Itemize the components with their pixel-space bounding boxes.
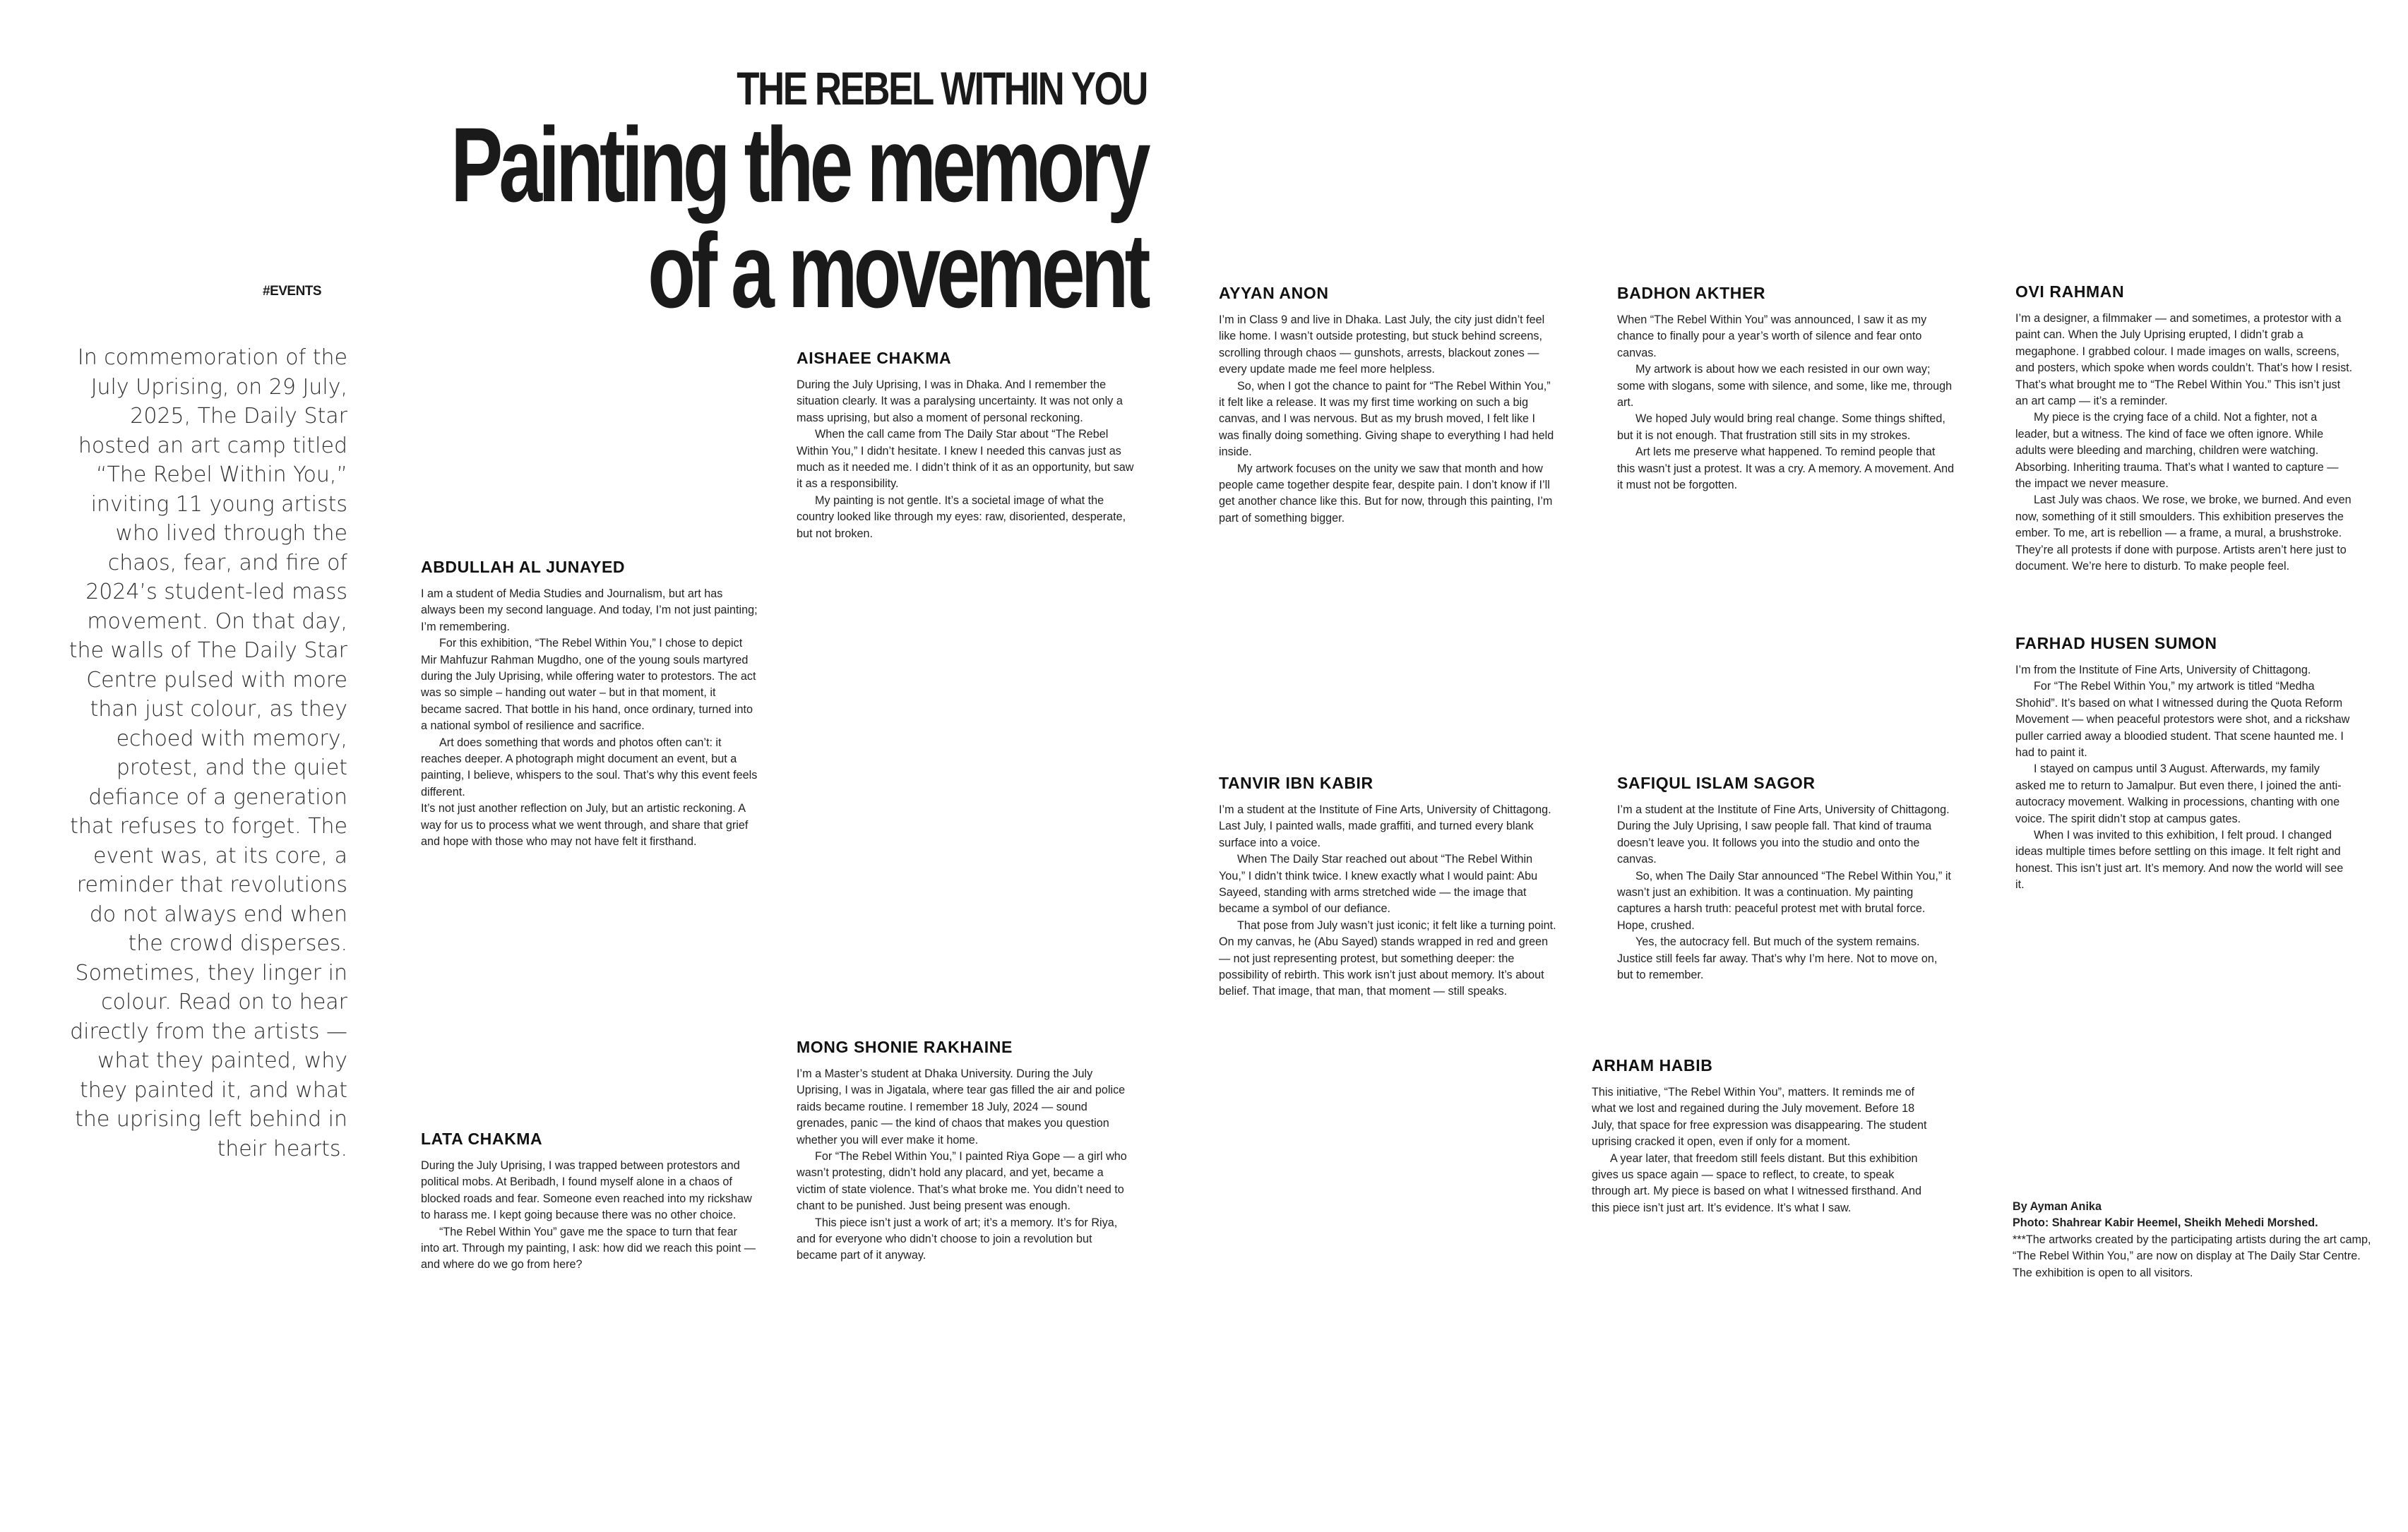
artist-paragraph: My painting is not gentle. It’s a societal image of what the country looked like through my eyes: raw, disoriented, desperate, but not broken.: [797, 493, 1126, 540]
artist-block-mong: [797, 1036, 1134, 1264]
artist-paragraph: So, when I got the chance to paint for “The Rebel Within You,” it felt like a release. It was my first time working on such a big canvas, and I was nervous. But as my brush moved, I felt like I was finally doing something. Giving shape to everything I had held inside.: [1219, 379, 1554, 459]
artist-paragraph: During the July Uprising, I was in Dhaka. And I remember the situation clearly. It was a paralysing uncertainty. It was not only a mass uprising, but also a moment of personal reckoning.: [797, 378, 1123, 424]
artist-paragraph: My artwork is about how we each resisted in our own way; some with slogans, some with silence, and some, like me, through art.: [1617, 363, 1953, 409]
artist-name: AYYAN ANON: [1219, 284, 1329, 302]
artist-name: ABDULLAH AL JUNAYED: [421, 558, 626, 576]
artist-paragraph: I’m a student at the Institute of Fine Arts, University of Chittagong. Last July, I painted walls, made graffiti, and turned every blank surface into a voice.: [1219, 803, 1551, 849]
artist-paragraph: For this exhibition, “The Rebel Within You,” I chose to depict Mir Mahfuzur Rahman Mugdho, one of the young souls martyred during the July Uprising, while offering water to protestors. The act was so simple – handing out water – but in that moment, it became sacred. That bottle in his hand, once ordinary, turned into a national symbol of resilience and sacrifice.: [421, 637, 756, 733]
artist-paragraph: Yes, the autocracy fell. But much of the system remains. Justice still feels far away. That’s why I’m here. Not to move on, but to remember.: [1617, 935, 1938, 982]
artist-paragraph: Art lets me preserve what happened. To remind people that this wasn’t just a protest. It was a cry. A memory. A movement. And it must not be forgotten.: [1617, 445, 1955, 492]
headline-line-2: of a movement: [648, 211, 1147, 330]
artist-paragraph: I’m a student at the Institute of Fine Arts, University of Chittagong. During the July Uprising, I saw people fall. That kind of trauma doesn’t leave you. It follows you into the studio and onto the canvas.: [1617, 803, 1950, 866]
artist-name: OVI RAHMAN: [2015, 282, 2125, 301]
artist-paragraph: I’m in Class 9 and live in Dhaka. Last July, the city just didn’t feel like home. I wasn’t outside protesting, but stuck behind screens, scrolling through chaos — gunshots, arrests, blackout zones — every update made me feel more helpless.: [1219, 313, 1545, 376]
artist-paragraph: When I was invited to this exhibition, I felt proud. I changed ideas multiple times before settling on this image. It felt right and honest. This isn’t just art. It’s memory. And now the world will see it.: [2015, 829, 2344, 892]
artist-paragraph: This piece isn’t just a work of art; it’s a memory. It’s for Riya, and for everyone who didn’t choose to join a revolution but became part of it anyway.: [797, 1216, 1118, 1262]
artist-paragraph: I’m a Master’s student at Dhaka University. During the July Uprising, I was in Jigatala, where tear gas filled the air and police raids became routine. I remember 18 July, 2024 — sound grenades, panic — the kind of chaos that makes you question whether you will ever make it home.: [797, 1067, 1126, 1147]
artist-paragraph: “The Rebel Within You” gave me the space to turn that fear into art. Through my painting, I ask: how did we reach this point — and where do we go from here?: [421, 1225, 756, 1271]
artist-block-ayyan: [1219, 282, 1556, 527]
artist-name: AISHAEE CHAKMA: [797, 349, 952, 367]
artist-block-farhad: [2015, 633, 2353, 894]
artist-paragraph: A year later, that freedom still feels distant. But this exhibition gives us space again — space to reflect, to create, to speak through art. My piece is based on what I witnessed firsthand. And this piece isn’t just art. It’s evidence. It’s what I saw.: [1592, 1151, 1922, 1214]
artist-paragraph: For “The Rebel Within You,” I painted Riya Gope — a girl who wasn’t protesting, didn’t hold any placard, and yet, became a victim of state violence. That’s what broke me. You didn’t need to chant to be punished. Just being present was enough.: [797, 1150, 1127, 1213]
artist-name: LATA CHAKMA: [421, 1130, 543, 1148]
artist-paragraph: When the call came from The Daily Star about “The Rebel Within You,” I didn’t hesitate. I knew I needed this canvas just as much as it needed me. I didn’t think of it as an opportunity, but saw it as a responsibility.: [797, 428, 1134, 491]
artist-name: FARHAD HUSEN SUMON: [2015, 634, 2217, 652]
artist-name: ARHAM HABIB: [1592, 1056, 1713, 1075]
artist-block-lata: [421, 1128, 758, 1274]
artist-paragraph: When “The Rebel Within You” was announced, I saw it as my chance to finally pour a year’s worth of silence and fear onto canvas.: [1617, 313, 1927, 359]
artist-paragraph: Art does something that words and photos often can’t: it reaches deeper. A photograph might document an event, but a painting, I believe, whispers to the soul. That’s why this event feels different.: [421, 736, 758, 798]
headline-line-1: Painting the memory: [451, 105, 1147, 224]
artist-paragraph: For “The Rebel Within You,” my artwork is titled “Medha Shohid”. It’s based on what I witnessed during the Quota Reform Movement — when peaceful protestors were shot, and a rickshaw puller carried away a bloodied student. That scene haunted me. I had to paint it.: [2015, 680, 2350, 760]
artist-block-junayed: [421, 556, 758, 851]
artist-name: BADHON AKTHER: [1617, 284, 1766, 302]
artist-block-badhon: [1617, 282, 1955, 493]
artist-paragraph: It’s not just another reflection on July, but an artistic reckoning. A way for us to process what we went through, and share that grief and hope with those who may not have felt it firsthand.: [421, 802, 749, 849]
headline: [451, 105, 1147, 330]
section-tag: #EVENTS: [263, 284, 322, 299]
artist-block-aishaee: [797, 347, 1134, 542]
artist-paragraph: My artwork focuses on the unity we saw that month and how people came together despite fear, despite pain. I don’t know if I’ll get another chance like this. But for now, through this painting, I’m part of something bigger.: [1219, 462, 1553, 525]
intro-text: In commemoration of the July Uprising, on 29 July, 2025, The Daily Star hosted an art camp titled “The Rebel Within You,” inviting 11 young artists who lived through the chaos, fear, and fire of 2024’s student-led mass movement. On that day, the walls of The Daily Star Centre pulsed with more than just colour, as they echoed with memory, protest, and the quiet defiance of a generation that refuses to forget. The event was, at its core, a reminder that revolutions do not always end when the crowd disperses. Sometimes, they linger in colour. Read on to hear directly from the artists — what they painted, why they painted it, and what the uprising left behind in their hearts.: [68, 345, 347, 1161]
artist-name: MONG SHONIE RAKHAINE: [797, 1038, 1013, 1056]
artist-block-safiqul: [1617, 772, 1955, 983]
artist-paragraph: I’m a designer, a filmmaker — and sometimes, a protestor with a paint can. When the July Uprising erupted, I didn’t grab a megaphone. I grabbed colour. I made images on walls, screens, and posters, which spoke when words couldn’t. That’s how I resist. That’s what brought me to “The Rebel Within You.” This isn’t just an art camp — it’s a reminder.: [2015, 312, 2353, 408]
artist-paragraph: I’m from the Institute of Fine Arts, University of Chittagong.: [2015, 664, 2311, 676]
artist-paragraph: So, when The Daily Star announced “The Rebel Within You,” it wasn’t just an exhibition. It was a continuation. My painting captures a harsh truth: peaceful protest met with brutal force. Hope, crushed.: [1617, 869, 1951, 932]
artist-paragraph: I am a student of Media Studies and Journalism, but art has always been my second language. And today, I’m not just painting; I’m remembering.: [421, 587, 758, 633]
artist-block-tanvir: [1219, 772, 1556, 1000]
byline: By Ayman Anika: [2013, 1200, 2102, 1213]
artist-paragraph: When The Daily Star reached out about “The Rebel Within You,” I didn’t think twice. I knew exactly what I would paint: Abu Sayeed, standing with arms stretched wide — the image that became a symbol of our defiance.: [1219, 853, 1538, 916]
artist-block-arham: [1592, 1055, 1929, 1216]
artist-paragraph: Last July was chaos. We rose, we broke, we burned. And even now, something of it still smoulders. This exhibition preserves the ember. To me, art is rebellion — a frame, a mural, a brushstroke. They’re all protests if done with purpose. Artists aren’t here just to document. We’re here to disturb. To make people feel.: [2015, 493, 2352, 573]
photo-credit: Photo: Shahrear Kabir Heemel, Sheikh Mehedi Morshed.: [2013, 1216, 2318, 1230]
artist-paragraph: During the July Uprising, I was trapped between protestors and political mobs. At Beribadh, I found myself alone in a chaos of blocked roads and fear. Someone even reached into my rickshaw to harass me. I kept going because there was no other choice.: [421, 1159, 752, 1222]
artist-paragraph: My piece is the crying face of a child. Not a fighter, not a leader, but a witness. The kind of face we often ignore. While adults were bleeding and marching, children were watching. Absorbing. Inheriting trauma. That’s what I wanted to capture — the impact we never measure.: [2015, 411, 2339, 491]
exhibition-note: ***The artworks created by the participating artists during the art camp, “The Rebel Within You,” are now on display at The Daily Star Centre. The exhibition is open to all visitors.: [2013, 1233, 2371, 1279]
artist-paragraph: We hoped July would bring real change. Some things shifted, but it is not enough. That frustration still sits in my strokes.: [1617, 412, 1945, 442]
artist-block-ovi: [2015, 281, 2353, 575]
kicker-title: THE REBEL WITHIN YOU: [737, 62, 1147, 114]
artist-name: SAFIQUL ISLAM SAGOR: [1617, 774, 1816, 792]
credits-block: [2013, 1199, 2380, 1281]
artist-paragraph: I stayed on campus until 3 August. Afterwards, my family asked me to return to Jamalpur. But even there, I joined the anti-autocracy movement. Walking in processions, chanting with one voice. The spirit didn’t stop at campus gates.: [2015, 762, 2342, 825]
artist-name: TANVIR IBN KABIR: [1219, 774, 1373, 792]
artist-paragraph: This initiative, “The Rebel Within You”, matters. It reminds me of what we lost and regained during the July movement. Before 18 July, that space for free expression was disappearing. The student uprising cracked it open, even if only for a moment.: [1592, 1086, 1927, 1149]
artist-paragraph: That pose from July wasn’t just iconic; it felt like a turning point. On my canvas, he (Abu Sayed) stands wrapped in red and green — not just representing protest, but something deeper: the possibility of rebirth. This work isn’t just about memory. It’s about belief. That image, that man, that moment — still speaks.: [1219, 918, 1556, 998]
